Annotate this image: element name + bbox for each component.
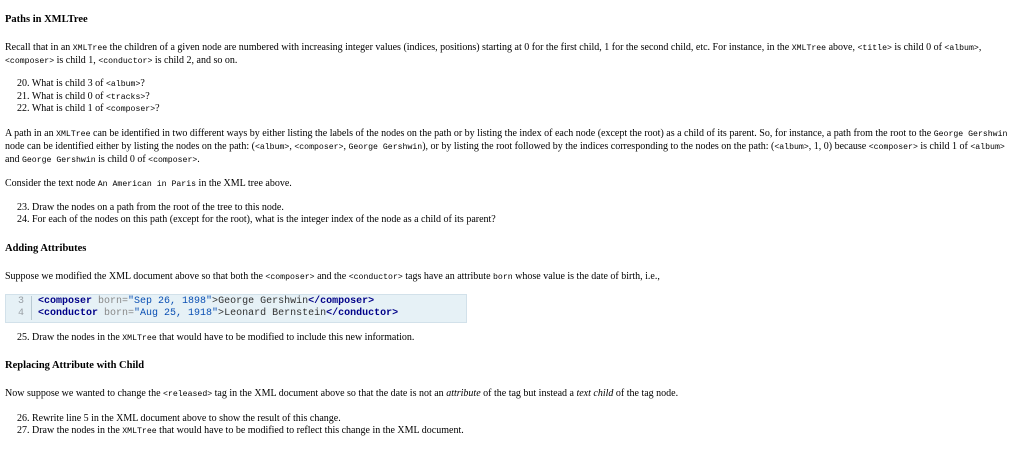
question-25: 25. Draw the nodes in the XMLTree that would have to be modified to include this new information. (17, 332, 415, 343)
heading-attributes: Adding Attributes (5, 243, 87, 254)
code-line-4: 4 <conductor born="Aug 25, 1918">Leonard Bernstein</conductor> (6, 308, 398, 320)
paragraph-recall: Recall that in an XMLTree the children of a given node are numbered with increasing integer values (indices, positions) starting at 0 for the first child, 1 for the second child, etc. For instance, in the XMLTree above, <title> is child 0 of <album>, <composer> is child 1, <conductor> is child 2, and so on. (5, 42, 982, 66)
question-list-25 (17, 332, 414, 345)
paragraph-now-suppose: Now suppose we wanted to change the <released> tag in the XML document above so that the date is not an attribute of the tag but instead a text child of the tag node. (5, 388, 679, 399)
question-21: 21. What is child 0 of <tracks>? (17, 90, 150, 102)
question-list-23-24 (17, 202, 496, 225)
code-line-3: 3 <composer born="Sep 26, 1898">George Gershwin</composer> (6, 296, 374, 308)
heading-paths: Paths in XMLTree (5, 14, 88, 25)
paragraph-suppose: Suppose we modified the XML document above so that both the <composer> and the <conductor> tags have an attribute born whose value is the date of birth, i.e., (5, 271, 660, 282)
question-27: 27. Draw the nodes in the XMLTree that would have to be modified to reflect this change in the XML document. (17, 424, 464, 436)
question-22: 22. What is child 1 of <composer>? (17, 103, 160, 114)
question-20: 20. What is child 3 of <album>? (17, 78, 145, 89)
paragraph-consider: Consider the text node An American in Paris in the XML tree above. (5, 178, 292, 189)
code-block (5, 294, 467, 323)
question-23: 23. Draw the nodes on a path from the root of the tree to this node. (17, 202, 284, 213)
question-24: 24. For each of the nodes on this path (except for the root), what is the integer index of the node as a child of its parent? (17, 213, 496, 225)
question-list-26-27 (17, 413, 464, 437)
heading-replacing: Replacing Attribute with Child (5, 360, 145, 371)
paragraph-path: A path in an XMLTree can be identified in two different ways by either listing the labels of the nodes on the path or by listing the index of each node (except the root) as a child of its parent. So, for instance, a path from the root to the George Gershwin node can be identified either by listing the nodes on the path: (<album>, <composer>, George Gershwin), or by listing the root followed by the indices corresponding to the nodes on the path: (<album>, 1, 0) because <composer> is child 1 of <album> and George Gershwin is child 0 of <composer>. (5, 128, 1008, 165)
question-26: 26. Rewrite line 5 in the XML document above to show the result of this change. (17, 413, 341, 424)
question-list-20-22 (17, 78, 160, 116)
